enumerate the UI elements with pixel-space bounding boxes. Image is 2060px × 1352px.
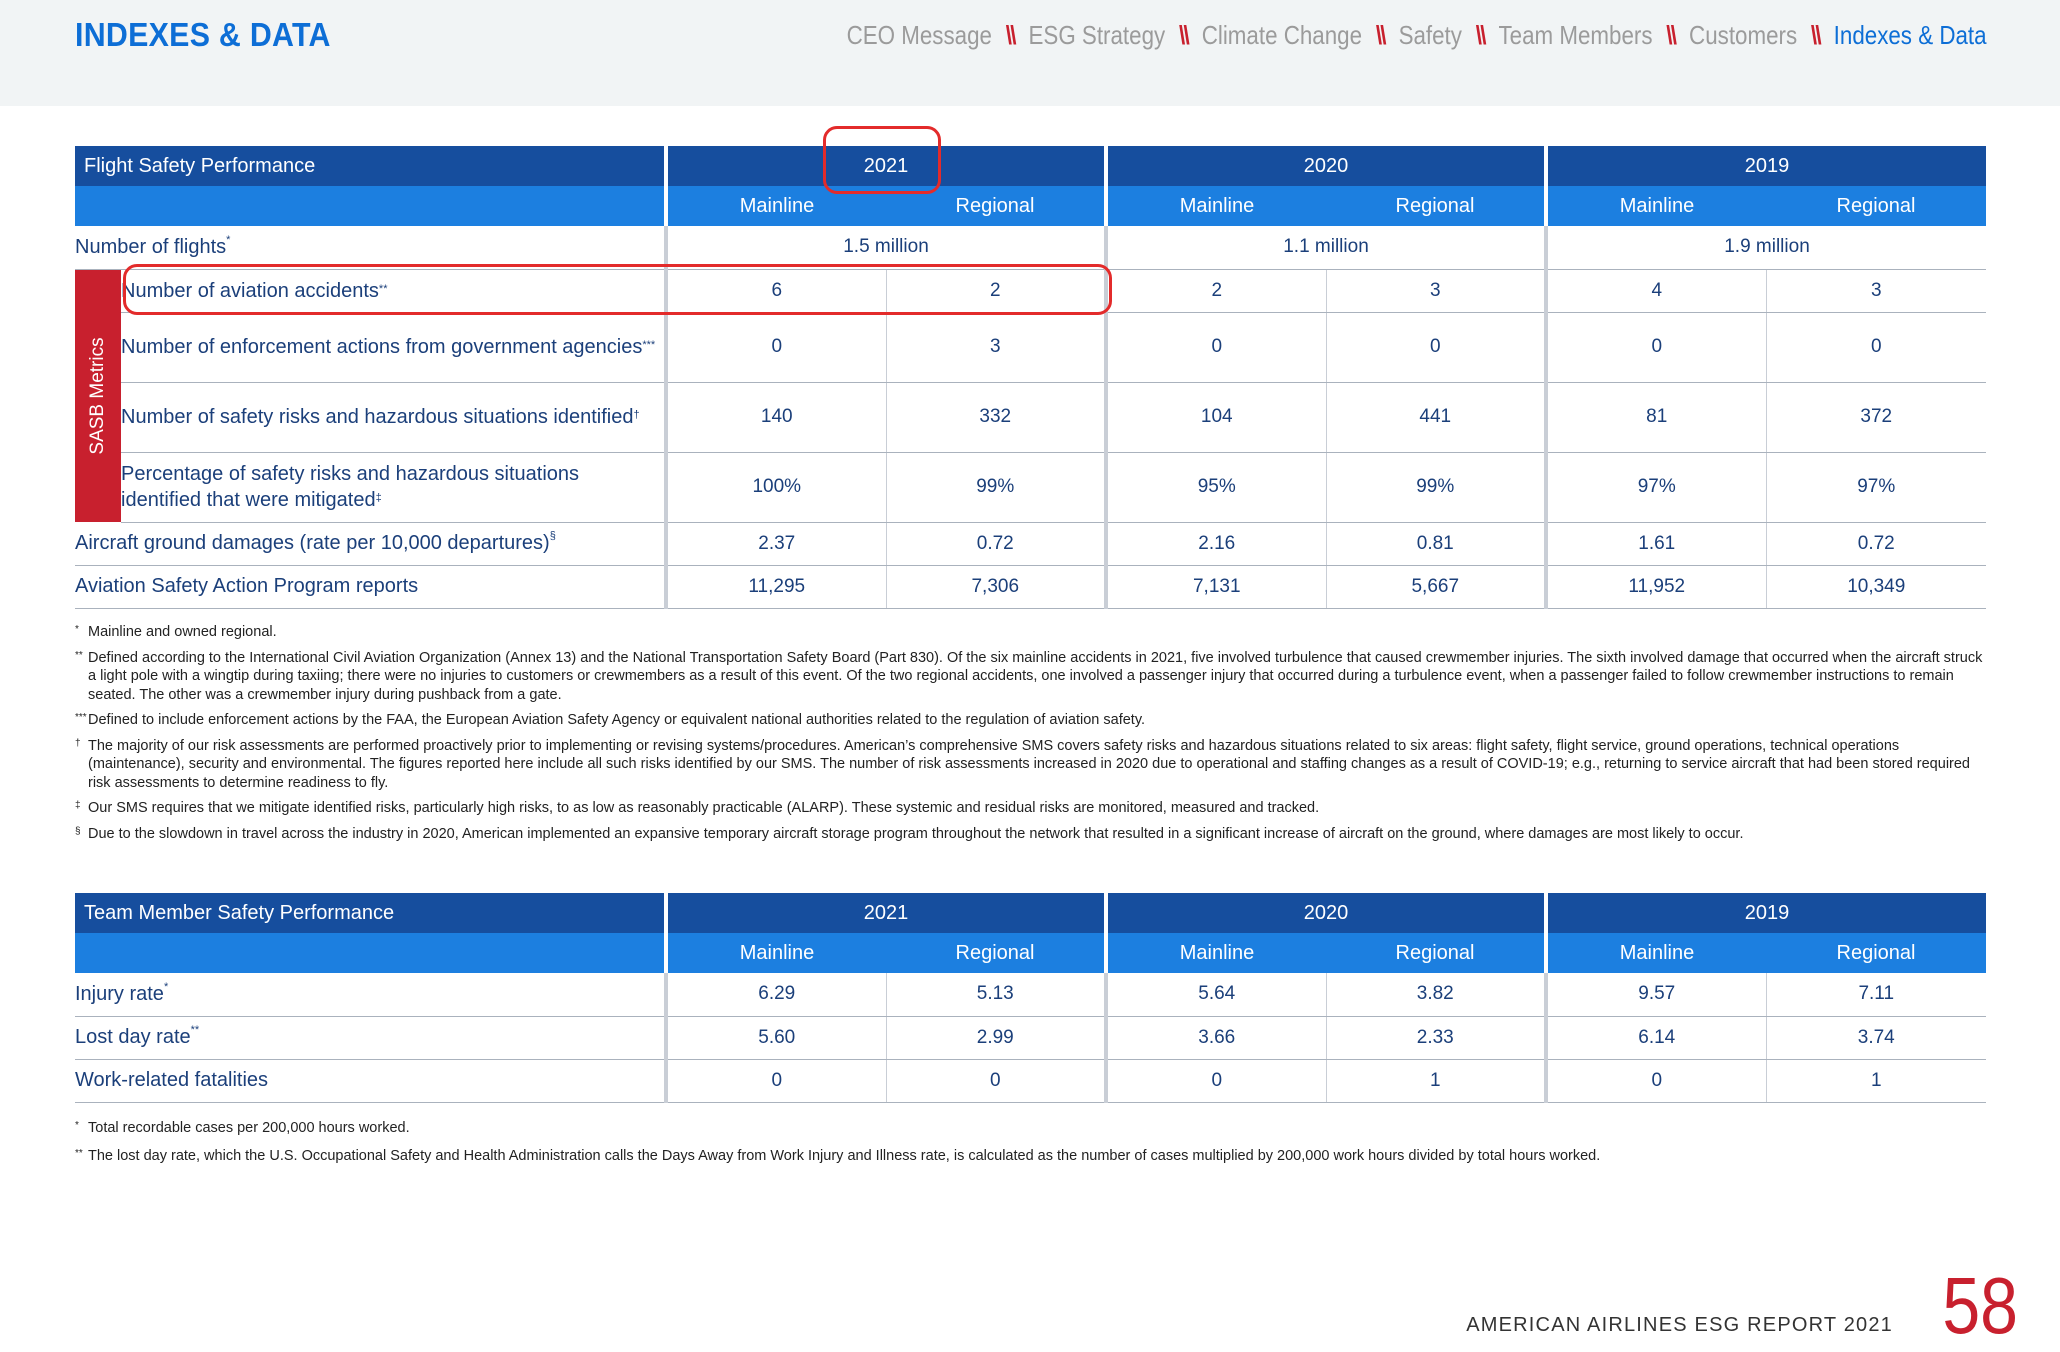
nav-separator: \\ (1811, 20, 1821, 50)
section-nav (847, 20, 1987, 51)
mainline-header: Mainline (1546, 933, 1766, 973)
table-cell: 140 (666, 382, 886, 452)
footnote: * Mainline and owned regional. (75, 624, 277, 640)
nav-customers[interactable]: Customers (1689, 20, 1798, 50)
table-cell: 332 (886, 382, 1106, 452)
row-label: Number of flights* (75, 226, 666, 269)
table-cell: 372 (1766, 382, 1986, 452)
table-cell: 6.14 (1546, 1016, 1766, 1059)
table-cell: 0.72 (886, 522, 1106, 565)
mainline-header: Mainline (666, 933, 886, 973)
year-header: 2020 (1106, 893, 1546, 933)
table-cell: 0 (1546, 312, 1766, 382)
page-number: 58 (1942, 1261, 2018, 1350)
table-cell: 6 (666, 269, 886, 312)
page-title: INDEXES & DATA (75, 16, 331, 53)
mainline-header: Mainline (1546, 186, 1766, 226)
highlight-2021-header (823, 126, 941, 194)
nav-separator: \\ (1666, 20, 1676, 50)
year-header: 2019 (1546, 893, 1986, 933)
table-cell: 441 (1326, 382, 1546, 452)
table-cell: 5.64 (1106, 973, 1326, 1016)
table-cell: 97% (1546, 452, 1766, 522)
table-cell: 3.66 (1106, 1016, 1326, 1059)
table-cell: 3.82 (1326, 973, 1546, 1016)
row-label: Number of safety risks and hazardous situations identified† (121, 382, 666, 452)
highlight-accidents-row (123, 264, 1112, 315)
table-cell: 0 (1546, 1059, 1766, 1102)
nav-esg-strategy[interactable]: ESG Strategy (1028, 20, 1166, 50)
year-header: 2021 (666, 146, 1106, 186)
table-row (75, 452, 1986, 522)
mainline-header: Mainline (666, 186, 886, 226)
nav-team-members[interactable]: Team Members (1498, 20, 1653, 50)
table-cell: 7,306 (886, 565, 1106, 608)
table-row (75, 973, 1986, 1016)
table-cell: 11,295 (666, 565, 886, 608)
table-cell: 95% (1106, 452, 1326, 522)
table-cell: 7.11 (1766, 973, 1986, 1016)
table-row (75, 226, 1986, 269)
table-cell: 0 (1106, 312, 1326, 382)
table-cell: 104 (1106, 382, 1326, 452)
table-cell: 3.74 (1766, 1016, 1986, 1059)
table-cell: 1 (1326, 1059, 1546, 1102)
table-row (75, 565, 1986, 608)
row-label: Aircraft ground damages (rate per 10,000 departures)§ (75, 522, 666, 565)
table-cell: 2 (1106, 269, 1326, 312)
table-cell: 11,952 (1546, 565, 1766, 608)
sasb-metrics-band (75, 269, 121, 522)
table-cell: 0 (666, 1059, 886, 1102)
nav-ceo-message[interactable]: CEO Message (847, 20, 993, 50)
table-row (75, 522, 1986, 565)
table-cell: 3 (1326, 269, 1546, 312)
table-cell: 0 (886, 1059, 1106, 1102)
table-cell: 81 (1546, 382, 1766, 452)
team-safety-table (75, 893, 1986, 1103)
table-cell: 7,131 (1106, 565, 1326, 608)
table-cell: 10,349 (1766, 565, 1986, 608)
row-label: Work-related fatalities (75, 1059, 666, 1102)
regional-header: Regional (1766, 933, 1986, 973)
table-cell: 1.9 million (1546, 226, 1986, 269)
footnote: *** Defined to include enforcement actions by the FAA, the European Aviation Safety Agency or equivalent national authorities related to the regulation of aviation safety. (75, 712, 1146, 728)
team-table-footnotes (75, 1119, 1990, 1172)
regional-header: Regional (1766, 186, 1986, 226)
flight-safety-table (75, 146, 1986, 609)
footnote: ** The lost day rate, which the U.S. Occupational Safety and Health Administration calls the Days Away from Work Injury and Illness rate, is calculated as the number of cases multiplied by 200,000 work hours divided by total hours worked. (75, 1147, 1601, 1164)
table-row (75, 382, 1986, 452)
table-cell: 5,667 (1326, 565, 1546, 608)
row-label: Injury rate* (75, 973, 666, 1016)
row-label: Percentage of safety risks and hazardous situations identified that were mitigated‡ (121, 452, 666, 522)
row-label: Aviation Safety Action Program reports (75, 565, 666, 608)
table-cell: 0 (1326, 312, 1546, 382)
mainline-header: Mainline (1106, 933, 1326, 973)
table-row (75, 1059, 1986, 1102)
table-cell: 2.37 (666, 522, 886, 565)
table-cell: 1.61 (1546, 522, 1766, 565)
header-spacer (75, 933, 666, 973)
table-cell: 9.57 (1546, 973, 1766, 1016)
table-cell: 1.5 million (666, 226, 1106, 269)
mainline-header: Mainline (1106, 186, 1326, 226)
table-cell: 0.81 (1326, 522, 1546, 565)
table-cell: 5.60 (666, 1016, 886, 1059)
report-footer: AMERICAN AIRLINES ESG REPORT 2021 (1466, 1314, 1893, 1336)
table-cell: 0.72 (1766, 522, 1986, 565)
table-row (75, 1016, 1986, 1059)
nav-separator: \\ (1006, 20, 1016, 50)
table-cell: 0 (666, 312, 886, 382)
table-cell: 0 (1766, 312, 1986, 382)
regional-header: Regional (886, 933, 1106, 973)
year-header: 2019 (1546, 146, 1986, 186)
table-cell: 3 (886, 312, 1106, 382)
table-cell: 4 (1546, 269, 1766, 312)
table-cell: 100% (666, 452, 886, 522)
nav-climate-change[interactable]: Climate Change (1202, 20, 1363, 50)
table-cell: 0 (1106, 1059, 1326, 1102)
row-label: Number of enforcement actions from government agencies*** (121, 312, 666, 382)
table-cell: 2.33 (1326, 1016, 1546, 1059)
footnote: ** Defined according to the International Civil Aviation Organization (Annex 13) and the National Transportation Safety Board (Part 830). Of the six mainline accidents in 2021, five involved turbulence that caused crewmember injuries. The sixth involved damage that occurred when the aircraft struck a light pole with a wingtip during taxiing; there were no injuries to customers or crewmembers as a result of this event. Of the two regional accidents, one involved a passenger injury that occurred during a turbulence event, when a passenger failed to follow crewmember instructions to remain seated. The other was a crewmember injury during pushback from a gate. (75, 649, 1983, 703)
nav-indexes-data[interactable]: Indexes & Data (1834, 20, 1987, 50)
table-cell: 1.1 million (1106, 226, 1546, 269)
table-cell: 3 (1766, 269, 1986, 312)
row-label: Number of aviation accidents** (121, 269, 666, 312)
table-cell: 2.16 (1106, 522, 1326, 565)
table-cell: 99% (886, 452, 1106, 522)
row-label: Lost day rate** (75, 1016, 666, 1059)
table-cell: 6.29 (666, 973, 886, 1016)
nav-separator: \\ (1376, 20, 1386, 50)
top-bar (0, 0, 2060, 106)
regional-header: Regional (1326, 933, 1546, 973)
footnote: § Due to the slowdown in travel across the industry in 2020, American implemented an expansive temporary aircraft storage program throughout the network that resulted in a significant increase of aircraft on the ground, where damages are most likely to occur. (75, 825, 1744, 842)
table-cell: 2.99 (886, 1016, 1106, 1059)
table-cell: 99% (1326, 452, 1546, 522)
flight-table-footnotes (75, 623, 1990, 850)
table-cell: 1 (1766, 1059, 1986, 1102)
table-cell: 2 (886, 269, 1106, 312)
nav-separator: \\ (1476, 20, 1486, 50)
header-spacer (75, 186, 666, 226)
year-header: 2020 (1106, 146, 1546, 186)
flight-table-title: Flight Safety Performance (75, 146, 666, 186)
table-cell: 5.13 (886, 973, 1106, 1016)
nav-safety[interactable]: Safety (1399, 20, 1463, 50)
team-table-title: Team Member Safety Performance (75, 893, 666, 933)
sasb-metrics-label: SASB Metrics (87, 336, 108, 455)
regional-header: Regional (886, 186, 1106, 226)
nav-separator: \\ (1179, 20, 1189, 50)
table-cell: 97% (1766, 452, 1986, 522)
footnote: † The majority of our risk assessments are performed proactively prior to implementing or revising systems/procedures. American’s comprehensive SMS covers safety risks and hazardous situations related to six areas: flight safety, flight service, ground operations, technical operations (maintenance), security and environmental. The figures reported here include all such risks identified by our SMS. The number of risk assessments increased in 2020 due to operational and staffing changes as a result of COVID-19; e.g., returning to service aircraft that had been stored required risk assessments to determine readiness to fly. (75, 737, 1970, 791)
table-row (75, 312, 1986, 382)
footnote: * Total recordable cases per 200,000 hours worked. (75, 1120, 410, 1136)
footnote: ‡ Our SMS requires that we mitigate identified risks, particularly high risks, to as low as reasonably practicable (ALARP). These systemic and residual risks are monitored, measured and tracked. (75, 800, 1320, 816)
regional-header: Regional (1326, 186, 1546, 226)
year-header: 2021 (666, 893, 1106, 933)
